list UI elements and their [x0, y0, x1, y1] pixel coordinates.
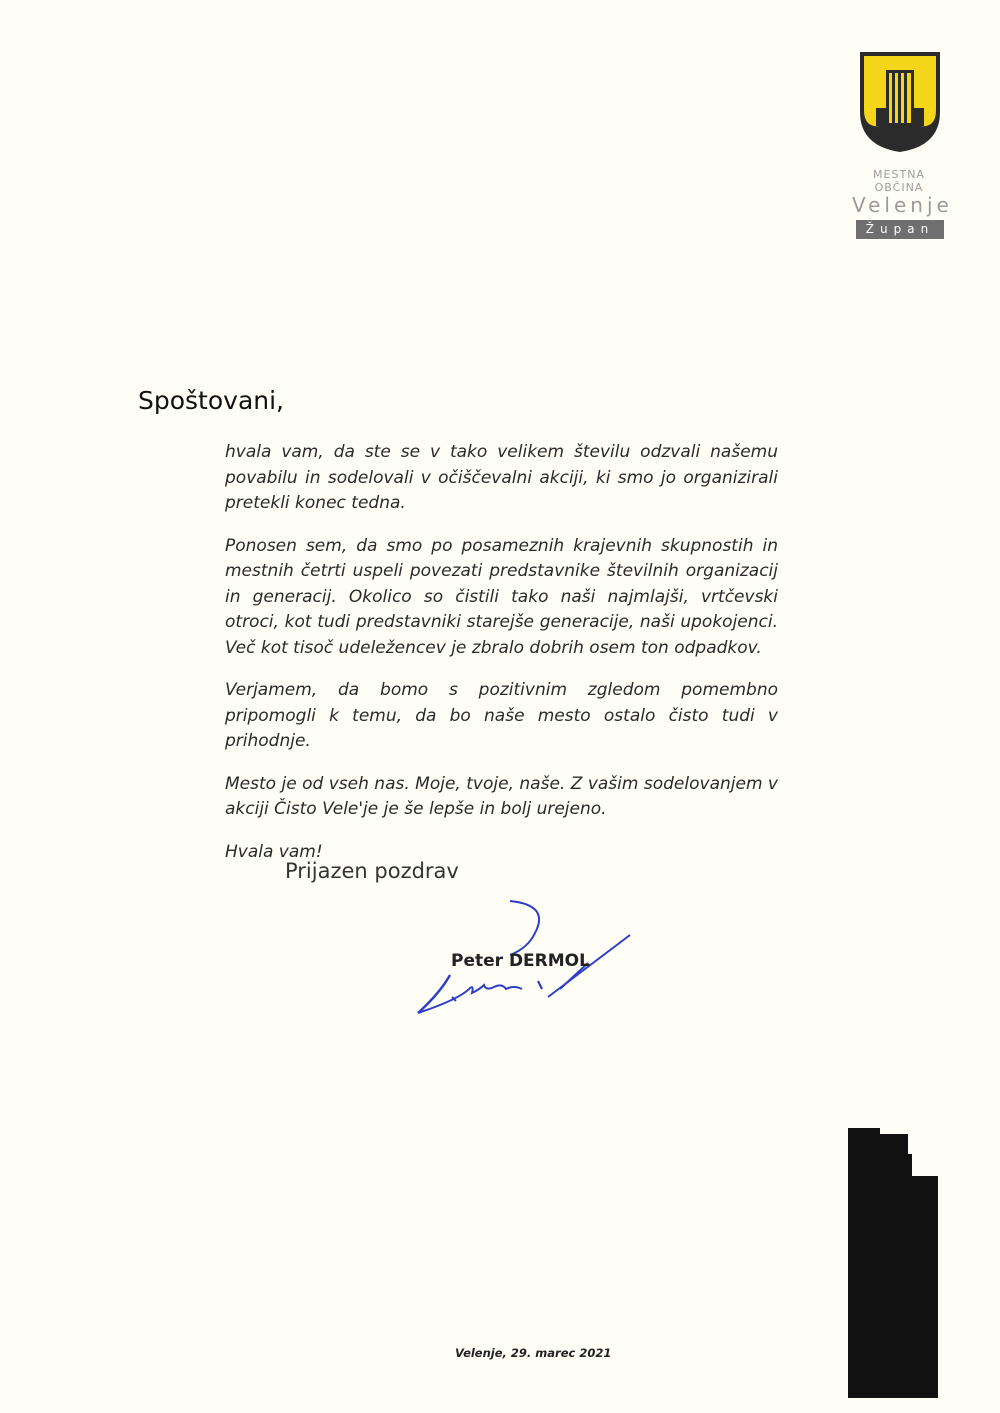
paragraph: hvala vam, da ste se v tako velikem številu odzvali našemu povabilu in sodelovali v očiščevalni akciji, ki smo jo organizirali pretekli konec tedna. [225, 442, 778, 513]
closing-line: Prijazen pozdrav [285, 859, 459, 883]
paragraph: Verjamem, da bomo s pozitivnim zgledom pomembno pripomogli k temu, da bo naše mesto ostalo čisto tudi v prihodnje. [225, 680, 778, 751]
salutation: Spoštovani, [138, 386, 285, 415]
paragraph: Ponosen sem, da smo po posameznih krajevnih skupnostih in mestnih četrti uspeli povezati predstavnike številnih organizacij in generacij. Okolico so čistili tako naši najmlajši, vrtčevski otroci, kot tudi predstavniki starejše generacije, naši upokojenci. Več kot tisoč udeležencev je zbralo dobrih osem ton odpadkov. [225, 535, 778, 658]
municipality-logo [852, 50, 953, 239]
letter-body [225, 440, 778, 882]
place-and-date: Velenje, 29. marec 2021 [455, 1346, 612, 1360]
redaction-block [848, 1128, 940, 1400]
logo-badge-mayor: Župan [856, 220, 944, 239]
paragraph: Mesto je od vseh nas. Moje, tvoje, naše. Z vašim sodelovanjem v akciji Čisto Vele'je je še lepše in bolj urejeno. [225, 773, 778, 819]
logo-line-city: Velenje [852, 193, 953, 217]
signer-name: Peter DERMOL [451, 951, 590, 971]
logo-line-municipality: MESTNA OBČINA [873, 168, 925, 194]
paragraph-thanks: Hvala vam! [225, 841, 323, 862]
coat-of-arms-icon [858, 50, 942, 154]
